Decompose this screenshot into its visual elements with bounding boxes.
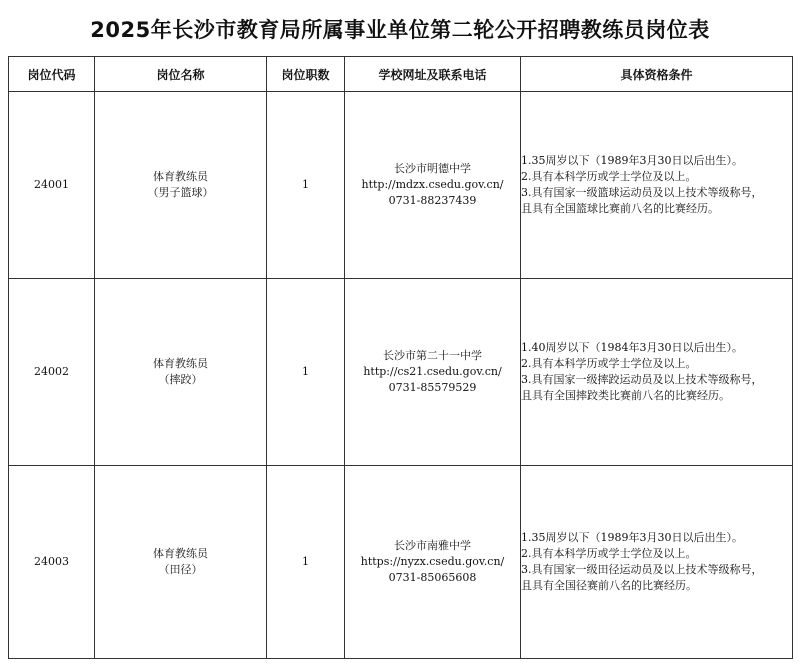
cell-requirements xyxy=(521,466,793,659)
school-phone: 0731-88237439 xyxy=(388,194,477,207)
position-name: 体育教练员 xyxy=(153,170,208,183)
cell-count: 1 xyxy=(267,466,345,659)
requirement-line: 1.35周岁以下（1989年3月30日以后出生）。 xyxy=(521,531,743,544)
school-name: 长沙市第二十一中学 xyxy=(383,349,482,362)
requirement-line: 且具有全国摔跤类比赛前八名的比赛经历。 xyxy=(521,389,730,402)
school-phone: 0731-85065608 xyxy=(388,571,477,584)
school-url[interactable]: http://mdzx.csedu.gov.cn/ xyxy=(361,178,504,191)
cell-name xyxy=(95,92,267,279)
cell-count: 1 xyxy=(267,92,345,279)
position-sport: （田径） xyxy=(158,563,203,576)
cell-requirements xyxy=(521,279,793,466)
cell-requirements xyxy=(521,92,793,279)
table-row xyxy=(9,466,793,659)
cell-name xyxy=(95,466,267,659)
cell-contact xyxy=(345,279,521,466)
requirement-line: 1.40周岁以下（1984年3月30日以后出生）。 xyxy=(521,341,743,354)
cell-code: 24002 xyxy=(9,279,95,466)
requirement-line: 3.具有国家一级篮球运动员及以上技术等级称号， xyxy=(521,186,763,199)
header-name: 岗位名称 xyxy=(95,57,267,92)
school-name: 长沙市南雅中学 xyxy=(394,539,471,552)
header-count: 岗位职数 xyxy=(267,57,345,92)
requirement-line: 2.具有本科学历或学士学位及以上。 xyxy=(521,547,697,560)
position-name: 体育教练员 xyxy=(153,357,208,370)
requirement-line: 3.具有国家一级田径运动员及以上技术等级称号， xyxy=(521,563,763,576)
header-requirements: 具体资格条件 xyxy=(521,57,793,92)
requirement-line: 2.具有本科学历或学士学位及以上。 xyxy=(521,357,697,370)
cell-contact xyxy=(345,466,521,659)
requirement-line: 且具有全国篮球比赛前八名的比赛经历。 xyxy=(521,202,719,215)
table-header-row xyxy=(9,57,793,92)
table-row xyxy=(9,279,793,466)
cell-name xyxy=(95,279,267,466)
requirement-line: 且具有全国径赛前八名的比赛经历。 xyxy=(521,579,697,592)
school-url[interactable]: http://cs21.csedu.gov.cn/ xyxy=(363,365,502,378)
school-url[interactable]: https://nyzx.csedu.gov.cn/ xyxy=(360,555,505,568)
requirement-line: 3.具有国家一级摔跤运动员及以上技术等级称号， xyxy=(521,373,763,386)
page-title: 2025年长沙市教育局所属事业单位第二轮公开招聘教练员岗位表 xyxy=(90,18,710,42)
cell-code: 24003 xyxy=(9,466,95,659)
header-contact: 学校网址及联系电话 xyxy=(345,57,521,92)
position-sport: （男子篮球） xyxy=(147,186,214,199)
position-sport: （摔跤） xyxy=(158,373,203,386)
header-code: 岗位代码 xyxy=(9,57,95,92)
requirement-line: 2.具有本科学历或学士学位及以上。 xyxy=(521,170,697,183)
position-name: 体育教练员 xyxy=(153,547,208,560)
school-phone: 0731-85579529 xyxy=(388,381,477,394)
position-table xyxy=(8,56,793,659)
school-name: 长沙市明德中学 xyxy=(394,162,471,175)
cell-code: 24001 xyxy=(9,92,95,279)
cell-contact xyxy=(345,92,521,279)
cell-count: 1 xyxy=(267,279,345,466)
table-row xyxy=(9,92,793,279)
requirement-line: 1.35周岁以下（1989年3月30日以后出生）。 xyxy=(521,154,743,167)
